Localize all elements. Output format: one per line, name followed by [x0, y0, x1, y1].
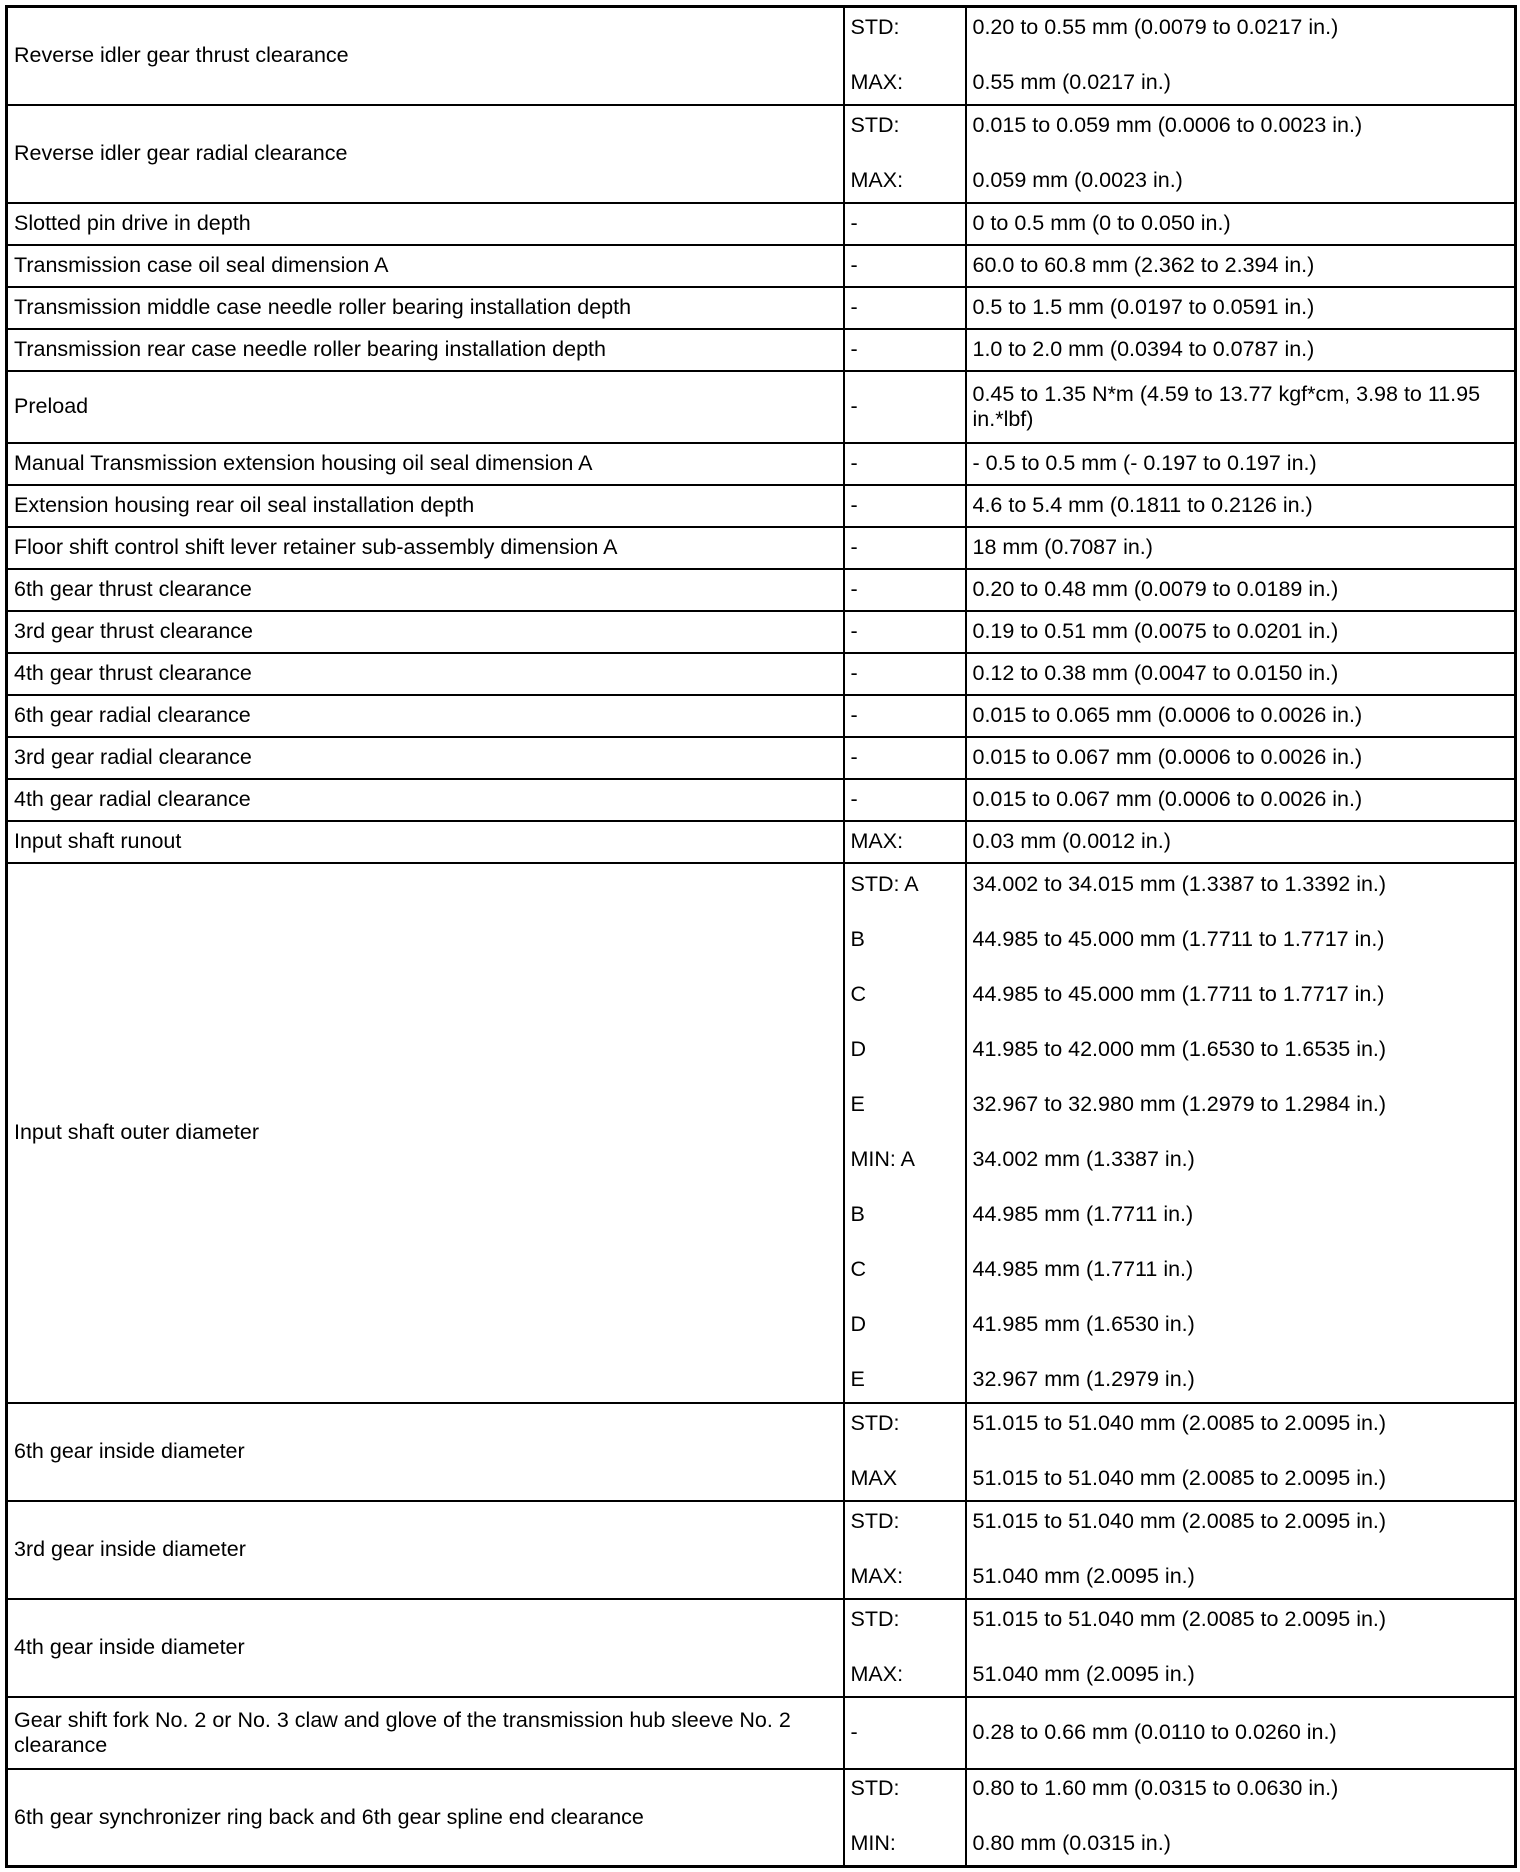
item-cell: Transmission middle case needle roller bearing installation depth — [7, 287, 844, 329]
value-line: 34.002 to 34.015 mm (1.3387 to 1.3392 in.) — [972, 871, 1387, 896]
table-row — [7, 569, 1516, 611]
condition-cell: - — [844, 653, 966, 695]
value-line: 44.985 to 45.000 mm (1.7711 to 1.7717 in.) — [972, 981, 1385, 1006]
item-cell: Extension housing rear oil seal installation depth — [7, 485, 844, 527]
condition-line: STD: — [850, 112, 900, 137]
item-cell: Transmission case oil seal dimension A — [7, 245, 844, 287]
value-line: 41.985 to 42.000 mm (1.6530 to 1.6535 in.) — [972, 1036, 1387, 1061]
value-cell — [966, 1403, 1516, 1501]
condition-cell: - — [844, 1697, 966, 1769]
condition-line: E — [850, 1091, 865, 1116]
table-row — [7, 737, 1516, 779]
value-line: 0.80 mm (0.0315 in.) — [972, 1831, 1171, 1856]
item-cell: 6th gear thrust clearance — [7, 569, 844, 611]
item-cell: Gear shift fork No. 2 or No. 3 claw and glove of the transmission hub sleeve No. 2 clearance — [7, 1697, 844, 1769]
condition-line: MIN: — [850, 1831, 896, 1856]
value-cell — [966, 1599, 1516, 1697]
value-cell: 18 mm (0.7087 in.) — [966, 527, 1516, 569]
value-line: 44.985 mm (1.7711 in.) — [972, 1256, 1194, 1281]
value-cell — [966, 105, 1516, 203]
value-cell: 0.015 to 0.067 mm (0.0006 to 0.0026 in.) — [966, 779, 1516, 821]
value-line: 0.059 mm (0.0023 in.) — [972, 167, 1183, 192]
value-cell: 0 to 0.5 mm (0 to 0.050 in.) — [966, 203, 1516, 245]
condition-cell: - — [844, 527, 966, 569]
condition-cell: - — [844, 329, 966, 371]
value-cell: - 0.5 to 0.5 mm (- 0.197 to 0.197 in.) — [966, 443, 1516, 485]
item-cell: 4th gear inside diameter — [7, 1599, 844, 1697]
condition-cell: - — [844, 203, 966, 245]
condition-cell: - — [844, 245, 966, 287]
value-line: 51.015 to 51.040 mm (2.0085 to 2.0095 in.) — [972, 1606, 1387, 1631]
condition-line: C — [850, 1256, 867, 1281]
value-line: 0.80 to 1.60 mm (0.0315 to 0.0630 in.) — [972, 1776, 1339, 1801]
condition-line: MAX: — [850, 69, 904, 94]
table-row — [7, 779, 1516, 821]
table-row — [7, 203, 1516, 245]
value-cell — [966, 1769, 1516, 1867]
item-cell: Floor shift control shift lever retainer sub-assembly dimension A — [7, 527, 844, 569]
item-cell: 3rd gear thrust clearance — [7, 611, 844, 653]
table-row — [7, 527, 1516, 569]
value-cell: 60.0 to 60.8 mm (2.362 to 2.394 in.) — [966, 245, 1516, 287]
table-row — [7, 1769, 1516, 1867]
item-cell: 3rd gear inside diameter — [7, 1501, 844, 1599]
condition-line: MAX: — [850, 167, 904, 192]
condition-cell — [844, 1599, 966, 1697]
value-cell: 0.015 to 0.065 mm (0.0006 to 0.0026 in.) — [966, 695, 1516, 737]
condition-cell — [844, 7, 966, 105]
item-cell: 4th gear radial clearance — [7, 779, 844, 821]
condition-line: STD: A — [850, 871, 919, 896]
value-line: 0.20 to 0.55 mm (0.0079 to 0.0217 in.) — [972, 14, 1339, 39]
condition-cell: - — [844, 779, 966, 821]
table-row — [7, 821, 1516, 863]
table-row — [7, 7, 1516, 105]
condition-cell: - — [844, 485, 966, 527]
spec-table — [5, 5, 1517, 1868]
item-cell: Input shaft outer diameter — [7, 863, 844, 1403]
value-line: 0.55 mm (0.0217 in.) — [972, 69, 1171, 94]
condition-cell: - — [844, 287, 966, 329]
value-cell: 0.28 to 0.66 mm (0.0110 to 0.0260 in.) — [966, 1697, 1516, 1769]
condition-line: STD: — [850, 1508, 900, 1533]
value-cell: 0.19 to 0.51 mm (0.0075 to 0.0201 in.) — [966, 611, 1516, 653]
value-cell: 0.45 to 1.35 N*m (4.59 to 13.77 kgf*cm, 3.98 to 11.95 in.*lbf) — [966, 371, 1516, 443]
value-cell — [966, 863, 1516, 1403]
value-cell — [966, 1501, 1516, 1599]
condition-cell: - — [844, 569, 966, 611]
condition-line: B — [850, 926, 865, 951]
condition-cell: - — [844, 695, 966, 737]
table-row — [7, 287, 1516, 329]
value-line: 51.015 to 51.040 mm (2.0085 to 2.0095 in.) — [972, 1410, 1387, 1435]
condition-cell — [844, 1501, 966, 1599]
condition-line: MAX: — [850, 1563, 904, 1588]
condition-line: STD: — [850, 1606, 900, 1631]
table-row — [7, 1501, 1516, 1599]
item-cell: 3rd gear radial clearance — [7, 737, 844, 779]
value-cell: 0.03 mm (0.0012 in.) — [966, 821, 1516, 863]
item-cell: 6th gear radial clearance — [7, 695, 844, 737]
condition-cell — [844, 105, 966, 203]
value-line: 0.015 to 0.059 mm (0.0006 to 0.0023 in.) — [972, 112, 1363, 137]
table-row — [7, 653, 1516, 695]
table-row — [7, 611, 1516, 653]
table-row — [7, 1599, 1516, 1697]
table-row — [7, 695, 1516, 737]
value-line: 34.002 mm (1.3387 in.) — [972, 1146, 1195, 1171]
table-row — [7, 105, 1516, 203]
table-row — [7, 329, 1516, 371]
table-row — [7, 371, 1516, 443]
value-cell: 0.5 to 1.5 mm (0.0197 to 0.0591 in.) — [966, 287, 1516, 329]
condition-line: D — [850, 1311, 867, 1336]
value-line: 51.015 to 51.040 mm (2.0085 to 2.0095 in.) — [972, 1508, 1387, 1533]
value-cell — [966, 7, 1516, 105]
value-line: 51.040 mm (2.0095 in.) — [972, 1661, 1195, 1686]
condition-line: MAX: — [850, 1661, 904, 1686]
value-line: 51.015 to 51.040 mm (2.0085 to 2.0095 in.) — [972, 1465, 1387, 1490]
condition-line: D — [850, 1036, 867, 1061]
value-line: 41.985 mm (1.6530 in.) — [972, 1311, 1195, 1336]
item-cell: 4th gear thrust clearance — [7, 653, 844, 695]
value-line: 32.967 mm (1.2979 in.) — [972, 1366, 1195, 1391]
table-row — [7, 863, 1516, 1403]
condition-line: B — [850, 1201, 865, 1226]
table-row — [7, 1697, 1516, 1769]
value-cell: 0.015 to 0.067 mm (0.0006 to 0.0026 in.) — [966, 737, 1516, 779]
value-line: 51.040 mm (2.0095 in.) — [972, 1563, 1195, 1588]
item-cell: Slotted pin drive in depth — [7, 203, 844, 245]
value-cell: 1.0 to 2.0 mm (0.0394 to 0.0787 in.) — [966, 329, 1516, 371]
condition-cell — [844, 863, 966, 1403]
value-cell: 4.6 to 5.4 mm (0.1811 to 0.2126 in.) — [966, 485, 1516, 527]
condition-line: STD: — [850, 14, 900, 39]
condition-line: MIN: A — [850, 1146, 916, 1171]
condition-line: MAX — [850, 1465, 898, 1490]
value-line: 44.985 mm (1.7711 in.) — [972, 1201, 1194, 1226]
value-cell: 0.12 to 0.38 mm (0.0047 to 0.0150 in.) — [966, 653, 1516, 695]
condition-cell: - — [844, 443, 966, 485]
condition-cell: - — [844, 611, 966, 653]
item-cell: 6th gear inside diameter — [7, 1403, 844, 1501]
condition-cell: - — [844, 371, 966, 443]
value-line: 32.967 to 32.980 mm (1.2979 to 1.2984 in.) — [972, 1091, 1387, 1116]
condition-cell: - — [844, 737, 966, 779]
item-cell: Reverse idler gear radial clearance — [7, 105, 844, 203]
condition-cell: MAX: — [844, 821, 966, 863]
item-cell: Input shaft runout — [7, 821, 844, 863]
condition-line: C — [850, 981, 867, 1006]
item-cell: Transmission rear case needle roller bearing installation depth — [7, 329, 844, 371]
condition-line: STD: — [850, 1410, 900, 1435]
condition-cell — [844, 1403, 966, 1501]
table-row — [7, 485, 1516, 527]
condition-line: STD: — [850, 1776, 900, 1801]
table-row — [7, 1403, 1516, 1501]
condition-line: E — [850, 1366, 865, 1391]
value-cell: 0.20 to 0.48 mm (0.0079 to 0.0189 in.) — [966, 569, 1516, 611]
value-line: 44.985 to 45.000 mm (1.7711 to 1.7717 in.) — [972, 926, 1385, 951]
table-row — [7, 245, 1516, 287]
item-cell: Reverse idler gear thrust clearance — [7, 7, 844, 105]
condition-cell — [844, 1769, 966, 1867]
item-cell: Manual Transmission extension housing oil seal dimension A — [7, 443, 844, 485]
item-cell: Preload — [7, 371, 844, 443]
item-cell: 6th gear synchronizer ring back and 6th gear spline end clearance — [7, 1769, 844, 1867]
table-row — [7, 443, 1516, 485]
